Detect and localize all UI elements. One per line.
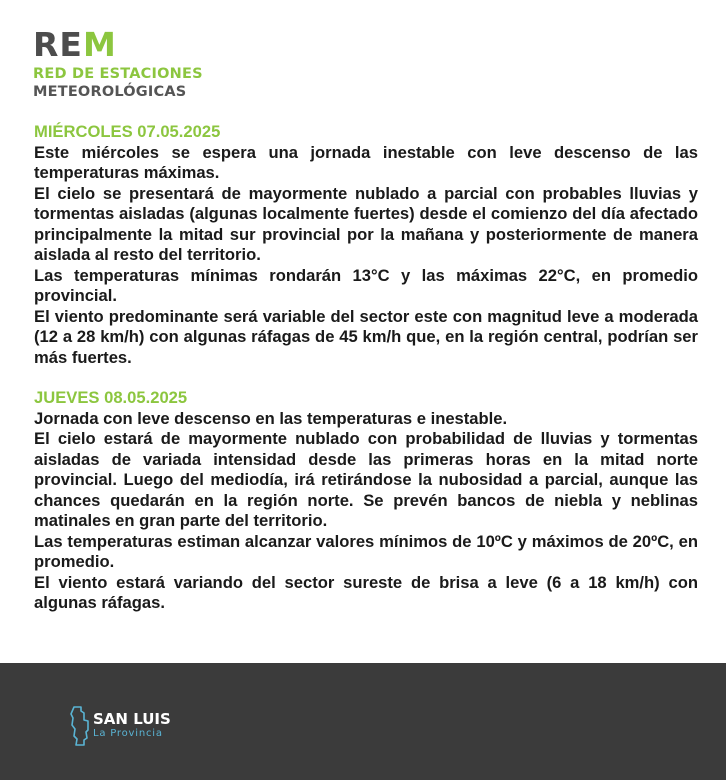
forecast-day-title: JUEVES 08.05.2025 (34, 388, 188, 407)
logo-rem-part2: M (82, 25, 117, 64)
logo-subtitle-line1: RED DE ESTACIONES (33, 66, 203, 82)
brand-subtitle: La Provincia (93, 728, 163, 739)
forecast-paragraph: El viento predominante será variable del sector este con magnitud leve a moderada (12 a 28 km/h) con algunas ráfagas de 45 km/h que, en la región central, podrían ser más fuertes. (34, 306, 698, 367)
forecast-paragraph: Este miércoles se espera una jornada inestable con leve descenso de las temperaturas máximas. (34, 142, 698, 182)
forecast-section-wednesday (34, 122, 698, 368)
san-luis-text (93, 711, 171, 740)
brand-title: SAN LUIS (93, 710, 171, 728)
forecast-content (34, 122, 698, 614)
forecast-paragraph: El viento estará variando del sector sureste de brisa a leve (6 a 18 km/h) con algunas ráfagas. (34, 572, 698, 612)
san-luis-map-icon (70, 706, 90, 746)
logo-rem-wordmark (33, 25, 203, 64)
forecast-paragraph: Las temperaturas mínimas rondarán 13°C y las máximas 22°C, en promedio provincial. (34, 265, 698, 305)
forecast-day-title: MIÉRCOLES 07.05.2025 (34, 122, 221, 141)
logo-rem-part1: RE (33, 25, 83, 64)
forecast-paragraph: El cielo se presentará de mayormente nublado a parcial con probables lluvias y tormentas aisladas (algunas localmente fuertes) desde el comienzo del día afectado principalmente la mitad sur provincial por la mañana y posteriormente de manera aislada al resto del territorio. (34, 183, 698, 264)
rem-logo (33, 25, 203, 101)
forecast-section-thursday (34, 388, 698, 614)
forecast-paragraph: El cielo estará de mayormente nublado con probabilidad de lluvias y tormentas aisladas de variada intensidad desde las primeras horas en la mitad norte provincial. Luego del mediodía, irá retirándose la nubosidad a parcial, aunque las chances quedarán en la región norte. Se prevén bancos de niebla y neblinas matinales en gran parte del territorio. (34, 429, 698, 530)
logo-subtitle-line2: METEOROLÓGICAS (33, 84, 187, 100)
forecast-paragraph: Las temperaturas estiman alcanzar valores mínimos de 10ºC y máximos de 20ºC, en promedio. (34, 531, 698, 571)
forecast-paragraph: Jornada con leve descenso en las temperaturas e inestable. (34, 408, 508, 428)
